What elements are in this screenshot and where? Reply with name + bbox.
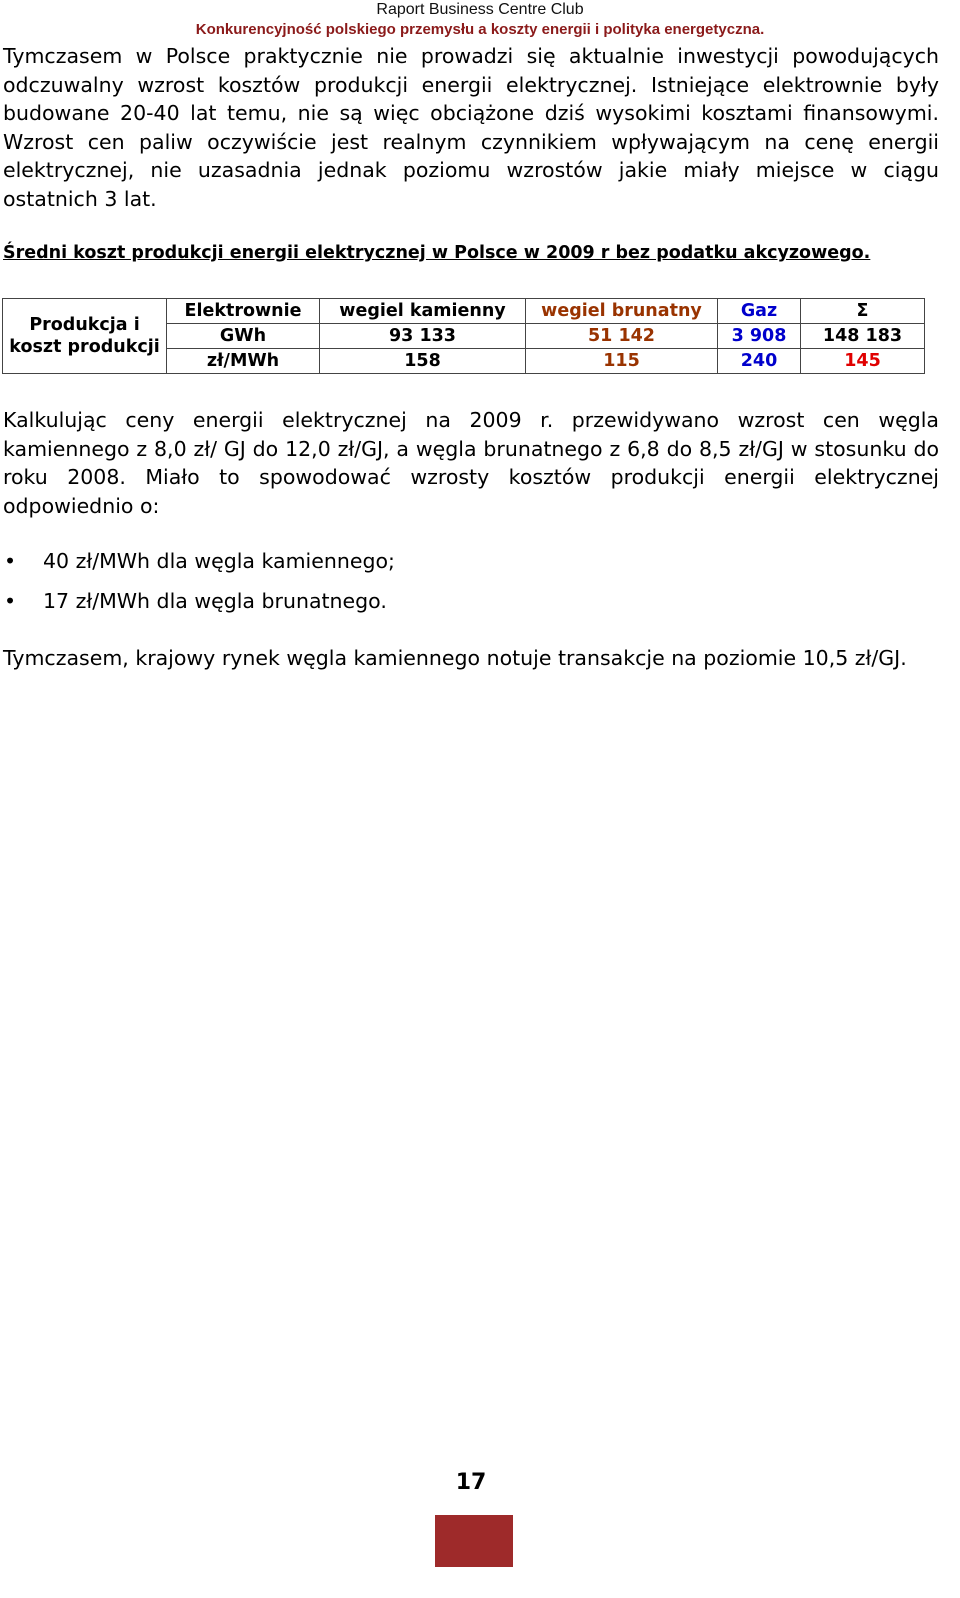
report-header-title: Raport Business Centre Club bbox=[376, 1, 584, 18]
table-header-cell: wegiel brunatny bbox=[526, 299, 718, 324]
table-cell: 93 133 bbox=[320, 324, 526, 349]
table-header-row bbox=[3, 299, 925, 324]
bullet-icon: • bbox=[4, 589, 17, 613]
paragraph-intro: Tymczasem w Polsce praktycznie nie prowadzi się aktualnie inwestycji powodujących odczuwalny wzrost kosztów produkcji energii elektrycznej. Istniejące elektrownie były budowane 20-40 lat temu, nie są więc obciążone dziś wysokimi kosztami finansowymi. Wzrost cen paliw oczywiście jest realnym czynnikiem wpływającym na cenę energii elektrycznej, nie uzasadnia jednak poziomu wzrostów jakie miały miejsce w ciągu ostatnich 3 lat. bbox=[3, 44, 939, 211]
cost-table bbox=[2, 298, 925, 374]
list-item-text: 17 zł/MWh dla węgla brunatnego. bbox=[43, 589, 387, 613]
list-item-text: 40 zł/MWh dla węgla kamiennego; bbox=[43, 549, 395, 573]
page-number: 17 bbox=[455, 1470, 487, 1495]
table-header-cell: Σ bbox=[801, 299, 925, 324]
table-cell: 51 142 bbox=[526, 324, 718, 349]
table-cell: 115 bbox=[526, 349, 718, 374]
table-cell: GWh bbox=[167, 324, 320, 349]
table-row-header: Produkcja i koszt produkcji bbox=[3, 299, 167, 374]
table-header-cell: Elektrownie bbox=[167, 299, 320, 324]
footer-decoration bbox=[435, 1515, 513, 1567]
table-cell: 240 bbox=[718, 349, 801, 374]
paragraph-market: Tymczasem, krajowy rynek węgla kamiennego notuje transakcje na poziomie 10,5 zł/GJ. bbox=[3, 646, 907, 670]
table-cell: 3 908 bbox=[718, 324, 801, 349]
report-header-subtitle: Konkurencyjność polskiego przemysłu a koszty energii i polityka energetyczna. bbox=[195, 21, 765, 38]
table-caption: Średni koszt produkcji energii elektrycznej w Polsce w 2009 r bez podatku akcyzowego. bbox=[3, 243, 871, 263]
table-header-cell: Gaz bbox=[718, 299, 801, 324]
table-header-cell: wegiel kamienny bbox=[320, 299, 526, 324]
table-cell: 145 bbox=[801, 349, 925, 374]
bullet-icon: • bbox=[4, 549, 17, 573]
table-cell: zł/MWh bbox=[167, 349, 320, 374]
paragraph-calculation: Kalkulując ceny energii elektrycznej na 2009 r. przewidywano wzrost cen węgla kamiennego z 8,0 zł/ GJ do 12,0 zł/GJ, a węgla brunatnego z 6,8 do 8,5 zł/GJ w stosunku do roku 2008. Miało to spowodować wzrosty kosztów produkcji energii elektrycznej odpowiednio o: bbox=[3, 408, 939, 518]
table-cell: 158 bbox=[320, 349, 526, 374]
table-cell: 148 183 bbox=[801, 324, 925, 349]
